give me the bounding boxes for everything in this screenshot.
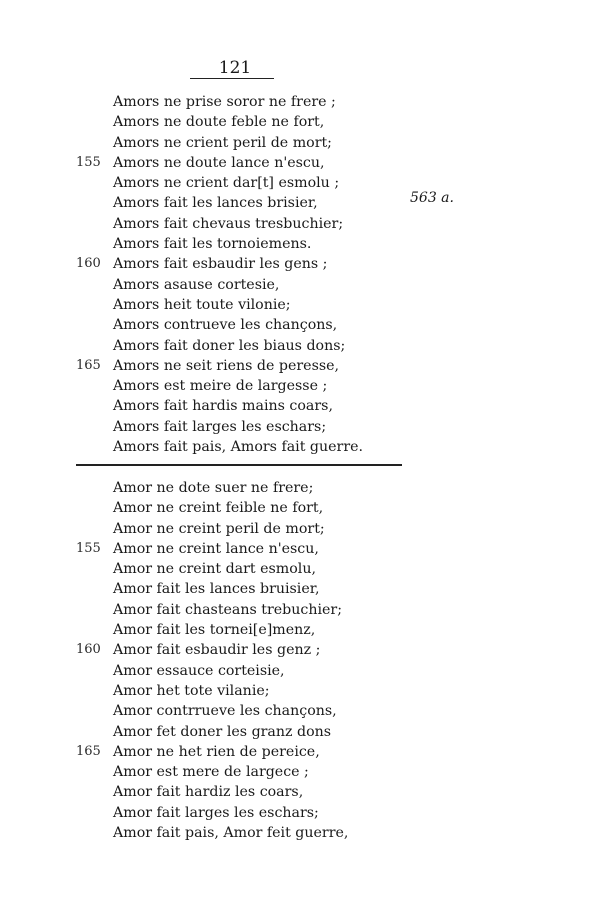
- verse-line: [0, 539, 609, 559]
- verse-line: [0, 376, 609, 396]
- verse-text: Amors heit toute vilonie;: [113, 296, 291, 313]
- line-number: 155: [76, 154, 101, 170]
- verse-line: [0, 803, 609, 823]
- verse-line: [0, 254, 609, 274]
- verse-line: [0, 112, 609, 132]
- verse-text: Amors ne seit riens de peresse,: [113, 357, 340, 374]
- verse-text: Amor fait les lances bruisier,: [113, 581, 320, 598]
- verse-text: Amor ne creint feible ne fort,: [113, 500, 324, 517]
- verse-text: Amor ne dote suer ne frere;: [113, 480, 314, 496]
- verse-line: [0, 498, 609, 518]
- verse-line: [0, 153, 609, 173]
- verse-line: [0, 315, 609, 335]
- verse-line: [0, 559, 609, 579]
- verse-text: Amors fait esbaudir les gens ;: [113, 256, 328, 273]
- verse-line: [0, 823, 609, 843]
- line-number: 160: [76, 642, 101, 658]
- verse-line: [0, 478, 609, 498]
- verse-text: Amor fait hardiz les coars,: [113, 784, 304, 801]
- verse-line: [0, 620, 609, 640]
- verse-text: Amors fait doner les biaus dons;: [113, 337, 346, 354]
- verse-text: Amors fait les tornoiemens.: [113, 236, 312, 253]
- verse-line: [0, 701, 609, 721]
- verse-line: [0, 417, 609, 437]
- line-number: 165: [76, 357, 101, 373]
- verse-line: [0, 92, 609, 112]
- verse-line: [0, 336, 609, 356]
- verse-text: Amor ne het rien de pereice,: [113, 743, 320, 760]
- verse-text: Amors ne prise soror ne frere ;: [113, 94, 336, 110]
- page-number: 121: [218, 58, 252, 78]
- verse-line: [0, 295, 609, 315]
- verse-text: Amor fait pais, Amor feit guerre,: [113, 825, 349, 842]
- margin-note: 563 a.: [410, 190, 454, 206]
- verse-text: Amors fait chevaus tresbuchier;: [113, 215, 344, 232]
- verse-text: Amors ne crient dar[t] esmolu ;: [113, 175, 340, 192]
- verse-line: [0, 275, 609, 295]
- verse-line: [0, 133, 609, 153]
- verse-line: [0, 519, 609, 539]
- verse-text: Amor fait esbaudir les genz ;: [113, 642, 321, 659]
- verse-line: [0, 356, 609, 376]
- verse-line: [0, 437, 609, 457]
- verse-line: [0, 742, 609, 762]
- verse-text: Amor fait larges les eschars;: [113, 804, 319, 821]
- verse-text: Amors asause cortesie,: [113, 276, 280, 293]
- verse-line: [0, 722, 609, 742]
- verse-line: [0, 234, 609, 254]
- line-number: 155: [76, 540, 101, 556]
- verse-text: Amors ne doute feble ne fort,: [113, 114, 325, 131]
- verse-text: Amor contrrueve les chançons,: [113, 703, 337, 720]
- verse-text: Amor fet doner les granz dons: [113, 723, 332, 740]
- verse-text: Amors fait pais, Amors fait guerre.: [113, 439, 364, 456]
- verse-line: [0, 193, 609, 213]
- verse-text: Amors ne doute lance n'escu,: [113, 154, 325, 171]
- verse-line: [0, 214, 609, 234]
- verse-line: [0, 579, 609, 599]
- stanza-bottom: [0, 478, 609, 843]
- verse-text: Amor fait les tornei[e]menz,: [113, 622, 316, 639]
- verse-text: Amors fait hardis mains coars,: [113, 398, 333, 415]
- line-number: 165: [76, 743, 101, 759]
- verse-line: [0, 173, 609, 193]
- verse-text: Amor essauce corteisie,: [113, 662, 285, 679]
- verse-text: Amors contrueve les chançons,: [113, 317, 338, 334]
- verse-text: Amor est mere de largece ;: [113, 764, 309, 781]
- line-number: 160: [76, 256, 101, 272]
- verse-line: [0, 661, 609, 681]
- verse-text: Amors est meire de largesse ;: [113, 378, 328, 395]
- verse-line: [0, 782, 609, 802]
- separator-rule: [76, 464, 402, 466]
- verse-line: [0, 762, 609, 782]
- verse-text: Amor ne creint peril de mort;: [113, 520, 325, 537]
- verse-text: Amor ne creint lance n'escu,: [113, 540, 319, 557]
- verse-line: [0, 681, 609, 701]
- verse-line: [0, 396, 609, 416]
- verse-line: [0, 640, 609, 660]
- verse-text: Amors fait les lances brisier,: [113, 195, 318, 212]
- page-number-rule: [190, 78, 274, 79]
- verse-text: Amor het tote vilanie;: [113, 682, 270, 699]
- verse-text: Amor fait chasteans trebuchier;: [113, 601, 342, 618]
- verse-text: Amors fait larges les eschars;: [113, 418, 327, 435]
- verse-text: Amors ne crient peril de mort;: [113, 134, 332, 151]
- stanza-top: [0, 92, 609, 457]
- verse-line: [0, 600, 609, 620]
- verse-text: Amor ne creint dart esmolu,: [113, 561, 316, 578]
